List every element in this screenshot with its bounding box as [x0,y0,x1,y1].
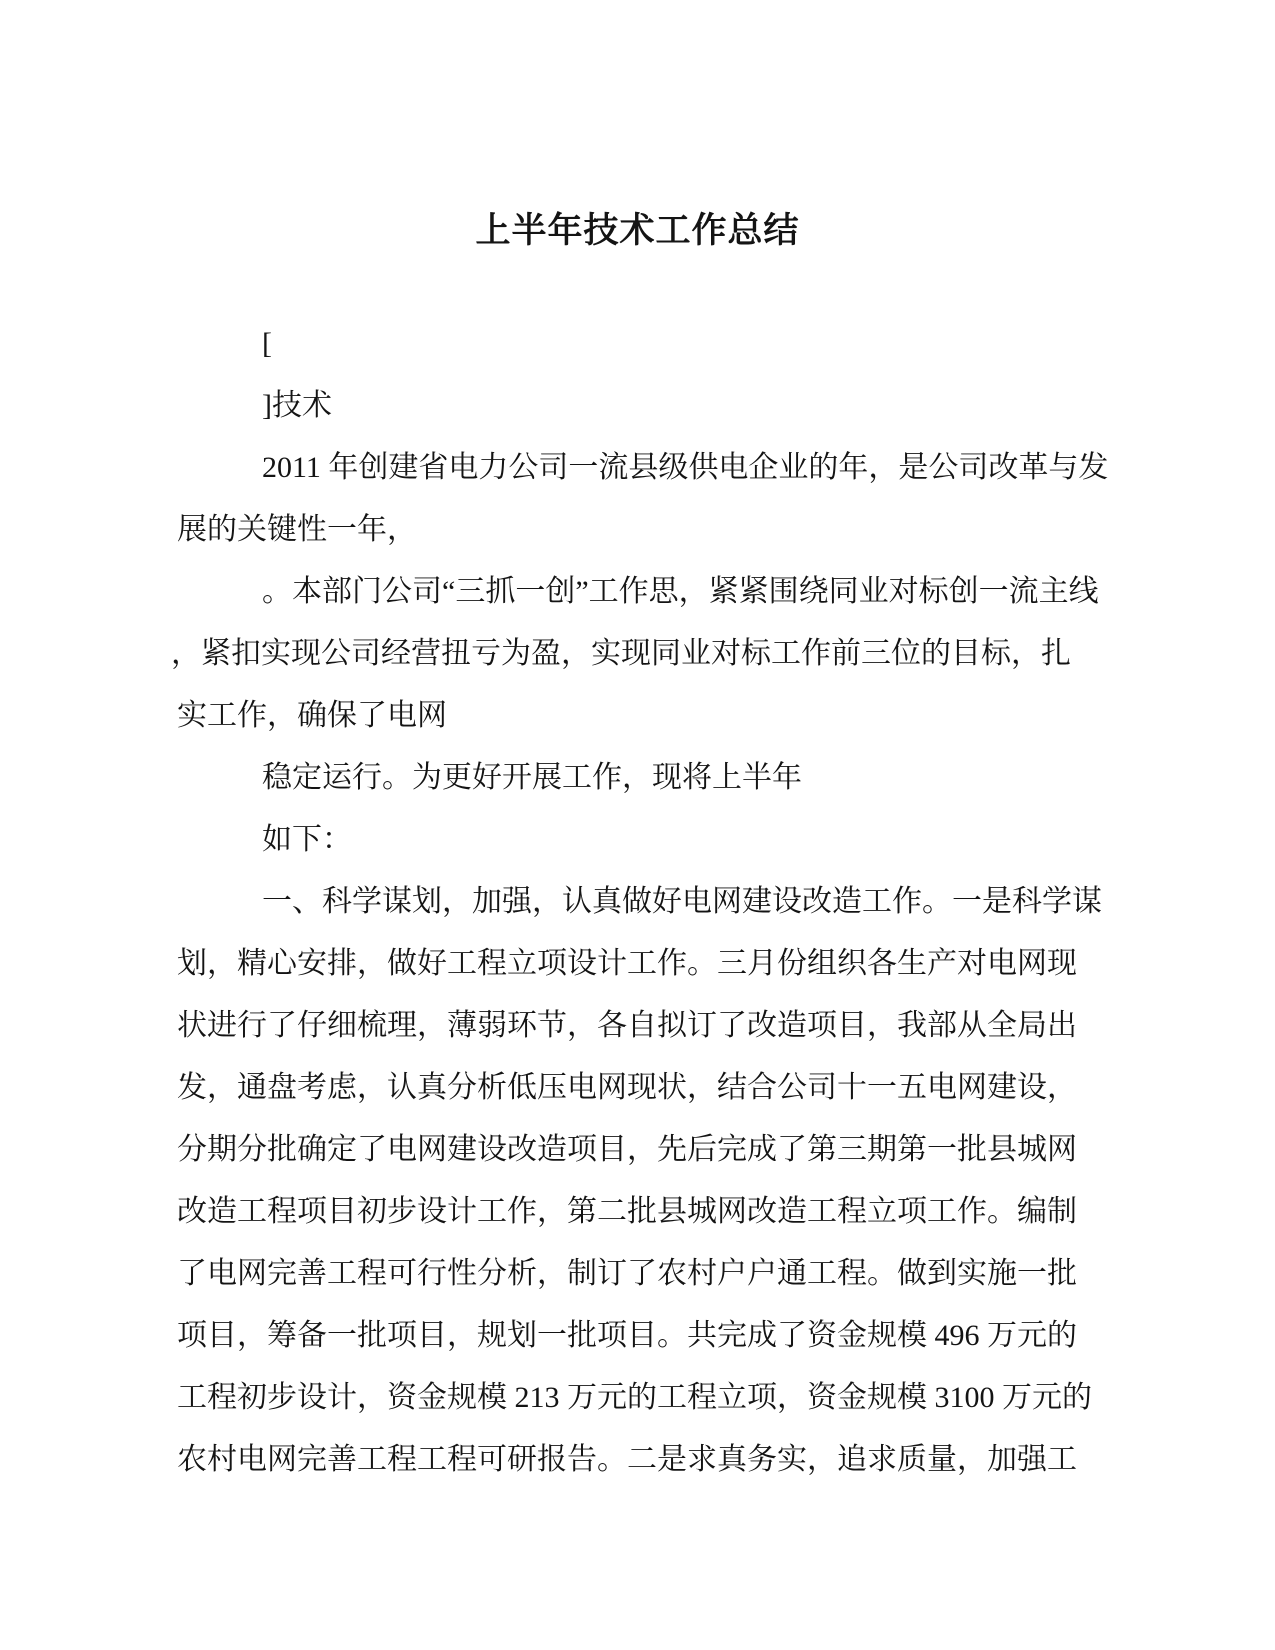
text-line: 实工作，确保了电网 [177,699,447,732]
text-line: 发，通盘考虑，认真分析低压电网现状，结合公司十一五电网建设， [177,1071,1077,1104]
text-line: 展的关键性一年， [177,513,417,546]
text-line: 了电网完善工程可行性分析，制订了农村户户通工程。做到实施一批 [177,1257,1077,1290]
text-line: 工程初步设计，资金规模 213 万元的工程立项，资金规模 3100 万元的 [177,1381,1092,1414]
text-line: 划，精心安排，做好工程立项设计工作。三月份组织各生产对电网现 [177,947,1077,980]
text-line: 状进行了仔细梳理，薄弱环节，各自拟订了改造项目，我部从全局出 [177,1009,1077,1042]
text-line: 一、科学谋划，加强，认真做好电网建设改造工作。一是科学谋 [262,885,1102,918]
text-line: 分期分批确定了电网建设改造项目，先后完成了第三期第一批县城网 [177,1133,1077,1166]
text-line: 稳定运行。为更好开展工作，现将上半年 [262,761,802,794]
text-line: 项目，筹备一批项目，规划一批项目。共完成了资金规模 496 万元的 [177,1319,1077,1352]
text-line: 改造工程项目初步设计工作，第二批县城网改造工程立项工作。编制 [177,1195,1077,1228]
text-line: ，紧扣实现公司经营扭亏为盈，实现同业对标工作前三位的目标，扎 [171,637,1071,670]
document-body [171,313,1109,1491]
text-line: 。本部门公司“三抓一创”工作思，紧紧围绕同业对标创一流主线 [262,575,1099,608]
text-line: [ [262,327,272,360]
text-line: 农村电网完善工程工程可研报告。二是求真务实，追求质量，加强工 [177,1443,1077,1476]
document-title: 上半年技术工作总结 [475,211,800,250]
text-line: ]技术 [262,389,332,422]
text-line: 2011 年创建省电力公司一流县级供电企业的年，是公司改革与发 [262,451,1109,484]
text-line: 如下： [262,823,352,856]
